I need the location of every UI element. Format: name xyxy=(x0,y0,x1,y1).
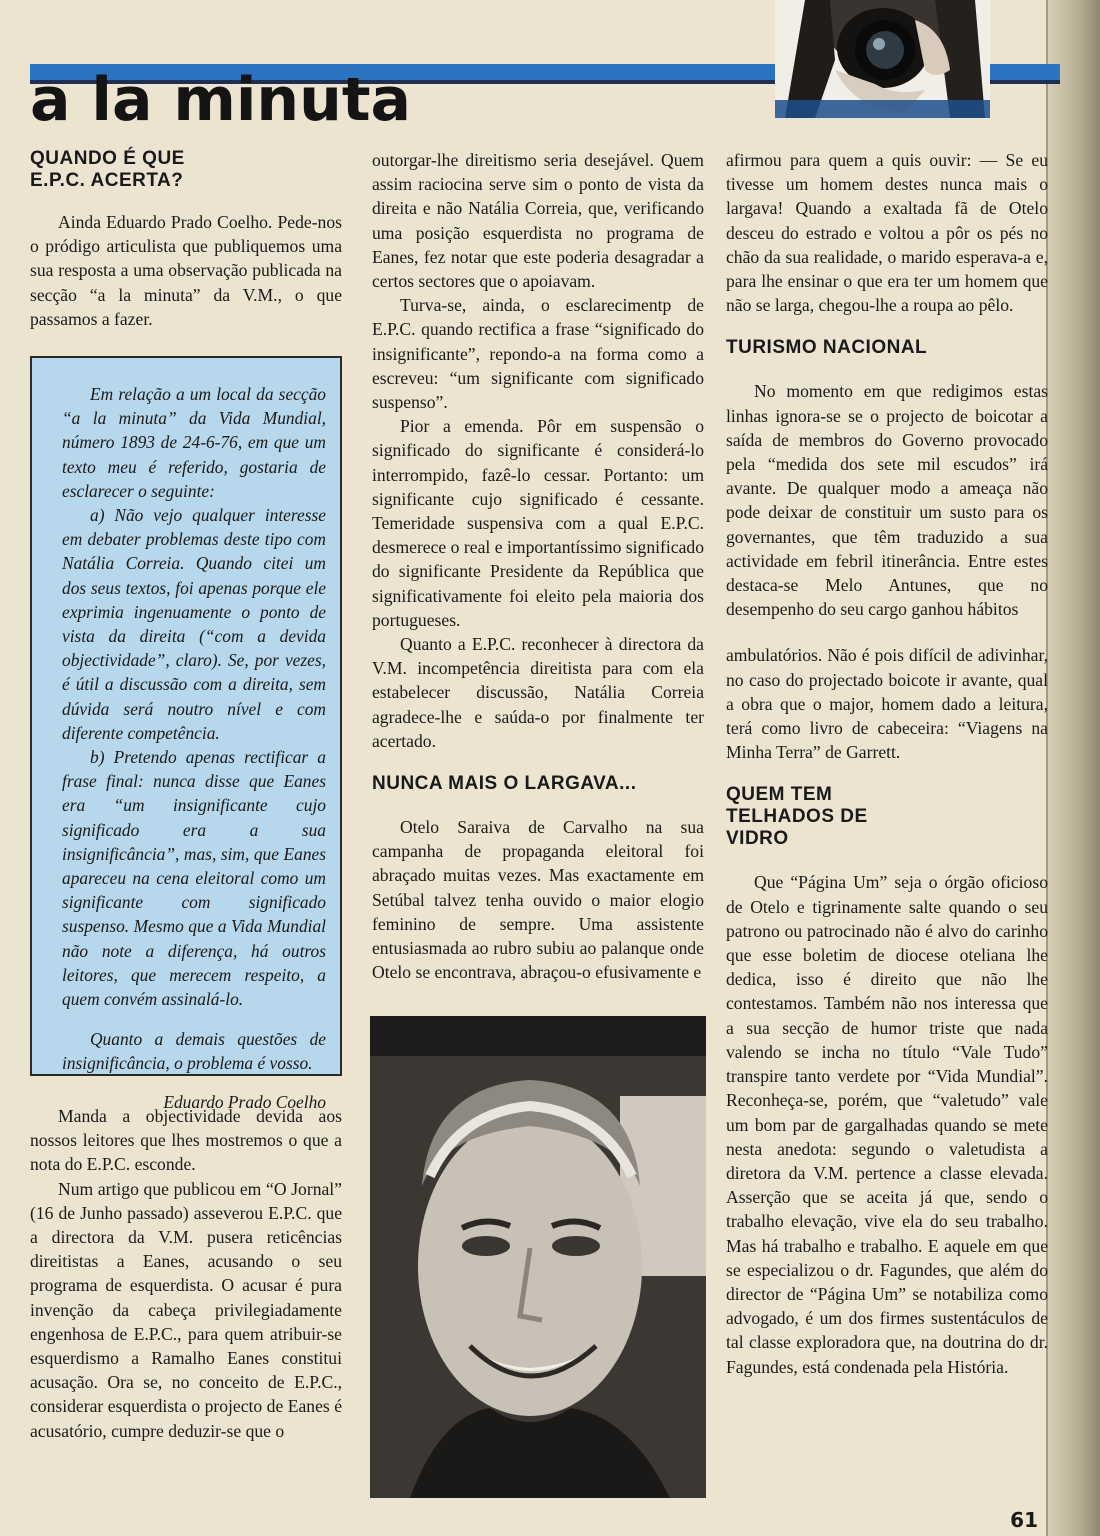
spacer xyxy=(372,795,704,815)
page-number: 61 xyxy=(1010,1508,1038,1532)
body-paragraph: Num artigo que publicou em “O Jornal” (16 de Junho passado) asseverou E.P.C. que a directora da V.M. pusera reticências direitistas a Eanes, acusando o seu programa de esquerdista. O acusar é pura invenção da cabeça privilegiadamente engenhosa de E.P.C., para quem atribuir-se esquerdismo a Ramalho Eanes constitui acusação. Ora se, no conceito de E.P.C., considerar esquerdista o projecto de Eanes é acusatório, cumpre deduzir-se que o xyxy=(30,1178,342,1441)
letter-paragraph-2: a) Não vejo qualquer interesse em debater problemas deste tipo com Natália Correia. Quando citei um dos seus textos, foi apenas porque ele exprimia ingenuamente o ponto de vista da direita (“com a devida objectividade”, claro). Se, por vezes, é útil a discussão com a direita, sem dúvida será noutro nível e com diferente competência. xyxy=(62,505,326,743)
section-title: a la minuta xyxy=(30,65,412,135)
body-paragraph: Quanto a E.P.C. reconhecer à directora da V.M. incompetência direitista para com ela estabelecer discussão, Natália Correia agradece-lhe e saúda-o por finalmente ter acertado. xyxy=(372,634,704,751)
body-paragraph: Que “Página Um” seja o órgão oficioso de Otelo e tigrinamente salte quando o seu patrono ou patrocinado não é alvo do carinho que esse boletim de diocese oteliana lhe dedica, isso é direito que não lhe contestamos. Também não nos interessa que a sua secção de humor triste que nada valendo se incha no título “Vale Tudo” transpire tanto verdete por “Vida Mundial”. Reconheça-se, porém, que “valetudo” vale um bom par de gargalhadas quando se mete nesta anedota: segundo o valetudista a diretora da V.M. pertence a classe elevada. Asserção que se aceita já que, sendo o trabalho elevação, vive ela do seu trabalho. Mas há trabalho e trabalho. E aquele em que se especializou o dr. Fagundes, que além do director de “Página Um” se notabiliza como advogado, é um dos firmes sustentáculos de tal classe exploradora que, na doutrina do dr. Fagundes, está condenada pela História. xyxy=(726,872,1048,1377)
heading-nunca-mais-o-largava: NUNCA MAIS O LARGAVA... xyxy=(372,773,637,795)
body-paragraph: Turva-se, ainda, o esclarecimentp de E.P.C. quando rectifica a frase “significado do insignificante”, repondo-a na forma como a escreveu: “um significante com significado suspenso”. xyxy=(372,295,704,413)
spacer xyxy=(726,621,1048,643)
column-2 xyxy=(372,148,704,985)
letter-paragraph-4: Quanto a demais questões de insignificância, o problema é vosso. xyxy=(62,1029,326,1074)
letter-signature: Eduardo Prado Coelho xyxy=(163,1091,326,1112)
body-paragraph: No momento em que redigimos estas linhas ignora-se se o projecto de boicotar a saída de membros do Governo provocado pela “medida dos sete mil escudos” irá avante. De qualquer modo a ameaça não pode deixar de constituir um susto para os governantes, que têm traduzido a sua actividade em febril itinerância. Entre estes destaca-se Melo Antunes, que no desempenho do seu cargo ganhou hábitos xyxy=(726,381,1048,620)
letter-paragraph-1: Em relação a um local da secção “a la minuta” da Vida Mundial, número 1893 de 24-6-76, em que um texto meu é referido, gostaria de esclarecer o seguinte: xyxy=(62,384,326,501)
heading-turismo-nacional: TURISMO NACIONAL xyxy=(726,337,928,359)
heading-quando-epc-acerta: QUANDO É QUE E.P.C. ACERTA? xyxy=(30,148,185,191)
letter-paragraph-3: b) Pretendo apenas rectificar a frase final: nunca disse que Eanes era “um insignificante cujo significado era a sua insignificância”, mas, sim, que Eanes apareceu na cena eleitoral como um significante com significado suspenso. Mesmo que a Vida Mundial não note a diferença, há outros leitores, que merecem respeito, a quem convém assinalá-lo. xyxy=(62,747,326,1010)
intro-paragraph: Ainda Eduardo Prado Coelho. Pede-nos o pródigo articulista que publiquemos uma sua resposta a uma observação publicada na secção “a la minuta” da V.M., o que passamos a fazer. xyxy=(30,212,342,329)
spacer xyxy=(726,317,1048,337)
body-paragraph: Otelo Saraiva de Carvalho na sua campanha de propaganda eleitoral foi abraçado muitas vezes. Mas exactamente em Setúbal talvez tenha ouvido o maior elogio feminino de sempre. Uma assistente entusiasmada ao rubro subiu ao palanque onde Otelo se encontrava, abraçou-o efusivamente e xyxy=(372,817,704,983)
body-paragraph: outorgar-lhe direitismo seria desejável. Quem assim raciocina serve sim o ponto de vista da direita e não Natália Correia, que, verificando uma posição esquerdista no programa de Eanes, fez notar que este poderia desagradar a certos sectores que o apoiavam. xyxy=(372,150,704,292)
body-paragraph: ambulatórios. Não é pois difícil de adivinhar, no caso do projectado boicote ir avante, qual a obra que o major, homem dado a leitura, terá como livro de cabeceira: “Viagens na Minha Terra” de Garrett. xyxy=(726,645,1048,763)
spacer xyxy=(372,753,704,773)
body-paragraph: Pior a emenda. Pôr em suspensão o significado do significante é considerá-lo interrompido, fazê-lo cessar. Portanto: um significante cujo significado é cessante. Temeridade suspensiva com a qual E.P.C. desmerece o real e importantíssimo significado do significante Presidente da República que significativamente foi eleito pela maioria dos portugueses. xyxy=(372,416,704,630)
heading-quem-tem-telhados-de-vidro: QUEM TEM TELHADOS DE VIDRO xyxy=(726,784,868,850)
spacer xyxy=(726,850,1048,870)
column-3 xyxy=(726,148,1048,1379)
column-1 xyxy=(30,148,342,331)
column-1-continued xyxy=(30,1104,342,1443)
otelo-portrait-photo xyxy=(370,1016,706,1498)
letter-box xyxy=(30,356,342,1112)
spacer xyxy=(726,764,1048,784)
spacer xyxy=(726,359,1048,379)
body-paragraph: afirmou para quem a quis ouvir: — Se eu tivesse um homem destes nunca mais o largava! Quando a exaltada fã de Otelo desceu do estrado e voltou a pôr os pés no chão da sua realidade, o marido esperava-a e, para lhe ensinar o que era ter um homem que não se larga, chegou-lhe a roupa ao pêlo. xyxy=(726,150,1048,316)
binding-edge xyxy=(1048,0,1100,1536)
body-paragraph: Manda a objectividade devida aos nossos leitores que lhes mostremos o que a nota do E.P.C. esconde. xyxy=(30,1106,342,1175)
photographer-photo xyxy=(775,0,990,118)
